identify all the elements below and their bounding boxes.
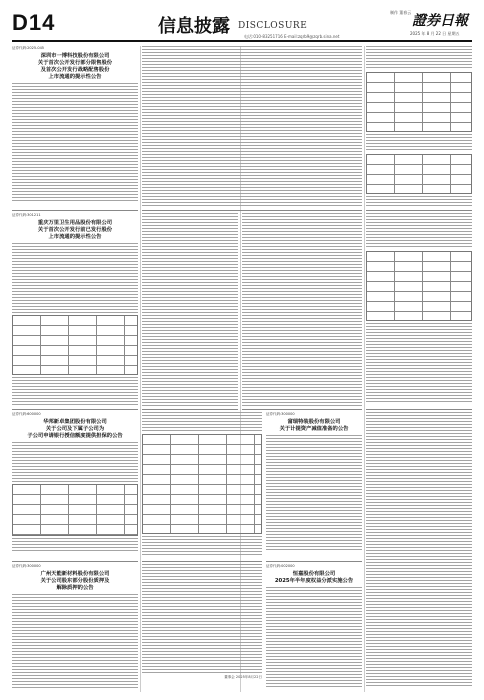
issue-date: 2025 年 8 月 22 日 星期五 [410,31,460,36]
article-6-title: 恒嘉股份有限公司 2025年半年度权益分派实施公告 [274,571,354,584]
article-5-title: 富瑞特装股份有限公司 关于计提资产减值准备的公告 [279,419,349,432]
article-4-continued [142,564,262,692]
masthead [12,8,472,42]
data-table [12,315,138,375]
article-6-code: 证券代码:002000 [266,564,295,568]
article-4 [12,564,138,692]
data-table [12,484,138,536]
article-2-title: 重庆万里卫生用品股份有限公司 关于首次公开发行前已发行股份 上市流通的提示性公告 [37,220,113,240]
article-2-code: 证券代码:301211 [12,213,41,217]
article-5 [266,412,362,562]
editor-credit: 制作 董春云 [390,10,412,15]
article-1 [12,46,138,211]
article-6 [266,564,362,692]
article-2-continued [142,213,238,410]
article-4-title: 广州天能新材料股份有限公司 关于公司股东部分股份质押及 解除质押的公告 [40,571,110,591]
data-table [366,251,472,321]
article-5-code: 证券代码:300000 [266,412,295,416]
data-table [366,72,472,132]
article-1-continued [142,46,362,211]
article-3-continued [142,412,262,562]
article-grid [12,46,472,692]
contact-info: 电话:010-83251716 E-mail:zqrb9@zqrb.sina.net [244,34,340,39]
signature: 董事会 2025年8月22日 [224,675,262,679]
article-middle-right [366,213,472,410]
article-middle [242,213,362,410]
article-3-title: 华邦新卓集团股份有限公司 关于公司及下属子公司为 子公司申请银行授信额度提供担保的公告 [27,419,123,439]
article-1-code: 证券代码:2025-045 [12,46,45,50]
article-1-body [12,83,138,203]
newspaper-logo: 證券日報 [412,13,468,29]
data-table [366,154,472,194]
article-2 [12,213,138,410]
data-table [142,434,262,534]
article-3-code: 证券代码:600000 [12,412,41,416]
article-top-right [366,46,472,211]
article-4-code: 证券代码:300000 [12,564,41,568]
section-title: 信息披露 [158,16,230,37]
article-1-title: 深圳市一博科技股份有限公司 关于首次公开发行部分限售股份 及首次公开发行战略配售股份 上市流通的提示性公告 [37,53,113,80]
section-en-title: DISCLOSURE [238,21,308,31]
page-code: D14 [12,10,56,35]
article-3 [12,412,138,562]
article-bottom-right [366,412,472,692]
